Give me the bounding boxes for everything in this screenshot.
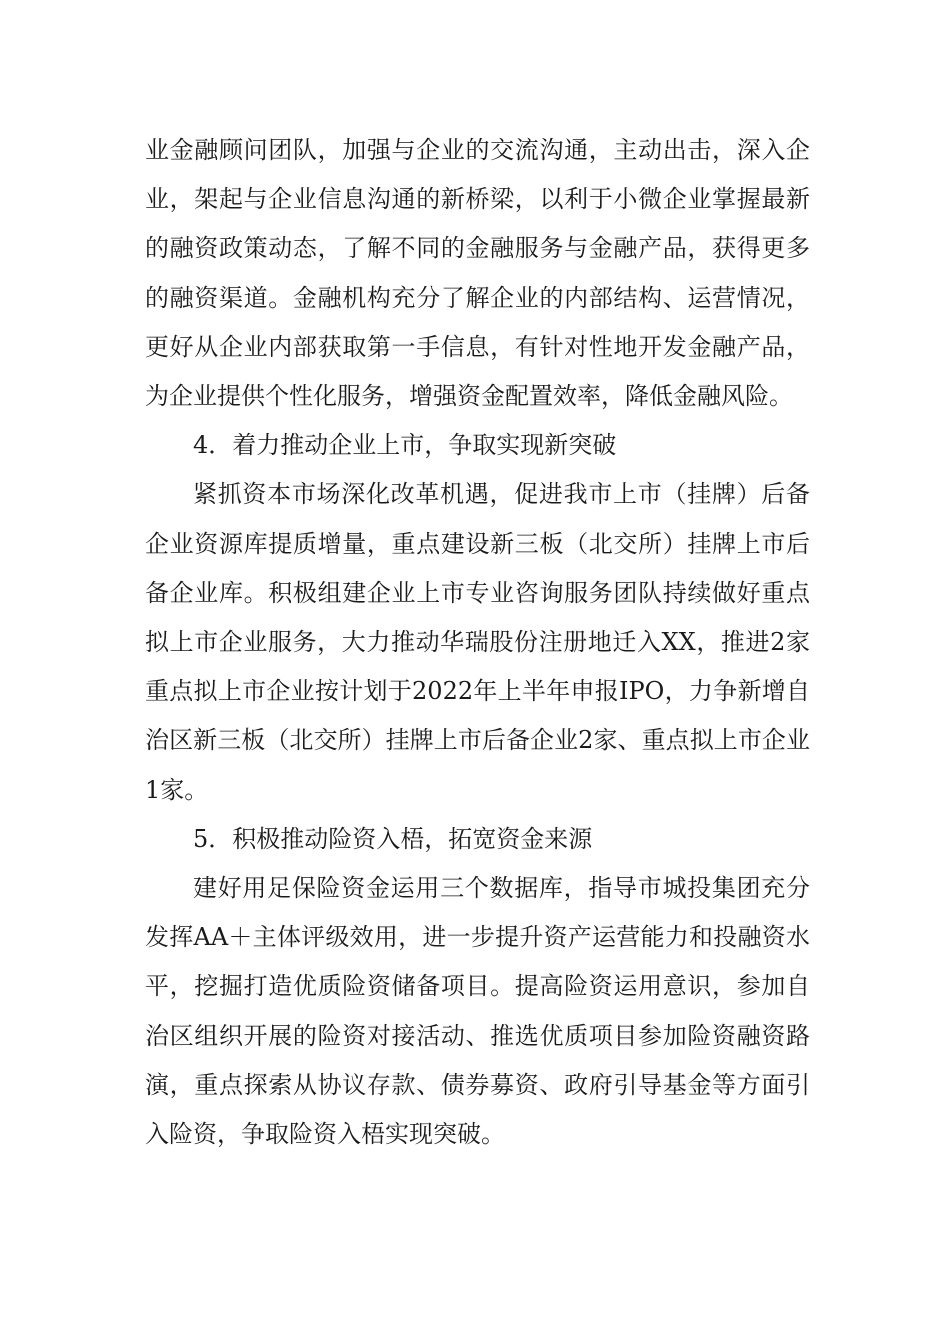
section-heading-5: 5．积极推动险资入梧，拓宽资金来源 [193, 824, 593, 853]
paragraph-section-5: 建好用足保险资金运用三个数据库，指导市城投集团充分发挥AA＋主体评级效用，进一步提升资产运营能力和投融资水平，挖掘打造优质险资储备项目。提高险资运用意识，参加自治区组织开展的险资对接活动、推选优质项目参加险资融资路演，重点探索从协议存款、债券募资、政府引导基金等方面引入险资，争取险资入梧实现突破。 [145, 874, 810, 1149]
section-heading-4: 4．着力推动企业上市，争取实现新突破 [193, 431, 617, 460]
document-body [145, 126, 810, 1159]
paragraph-continuation: 业金融顾问团队，加强与企业的交流沟通，主动出击，深入企业，架起与企业信息沟通的新桥梁，以利于小微企业掌握最新的融资政策动态，了解不同的金融服务与金融产品，获得更多的融资渠道。金融机构充分了解企业的内部结构、运营情况，更好从企业内部获取第一手信息，有针对性地开发金融产品，为企业提供个性化服务，增强资金配置效率，降低金融风险。 [145, 136, 810, 411]
paragraph-section-4: 紧抓资本市场深化改革机遇，促进我市上市（挂牌）后备企业资源库提质增量，重点建设新三板（北交所）挂牌上市后备企业库。积极组建企业上市专业咨询服务团队持续做好重点拟上市企业服务，大力推动华瑞股份注册地迁入XX，推进2家重点拟上市企业按计划于2022年上半年申报IPO，力争新增自治区新三板（北交所）挂牌上市后备企业2家、重点拟上市企业1家。 [145, 480, 810, 804]
